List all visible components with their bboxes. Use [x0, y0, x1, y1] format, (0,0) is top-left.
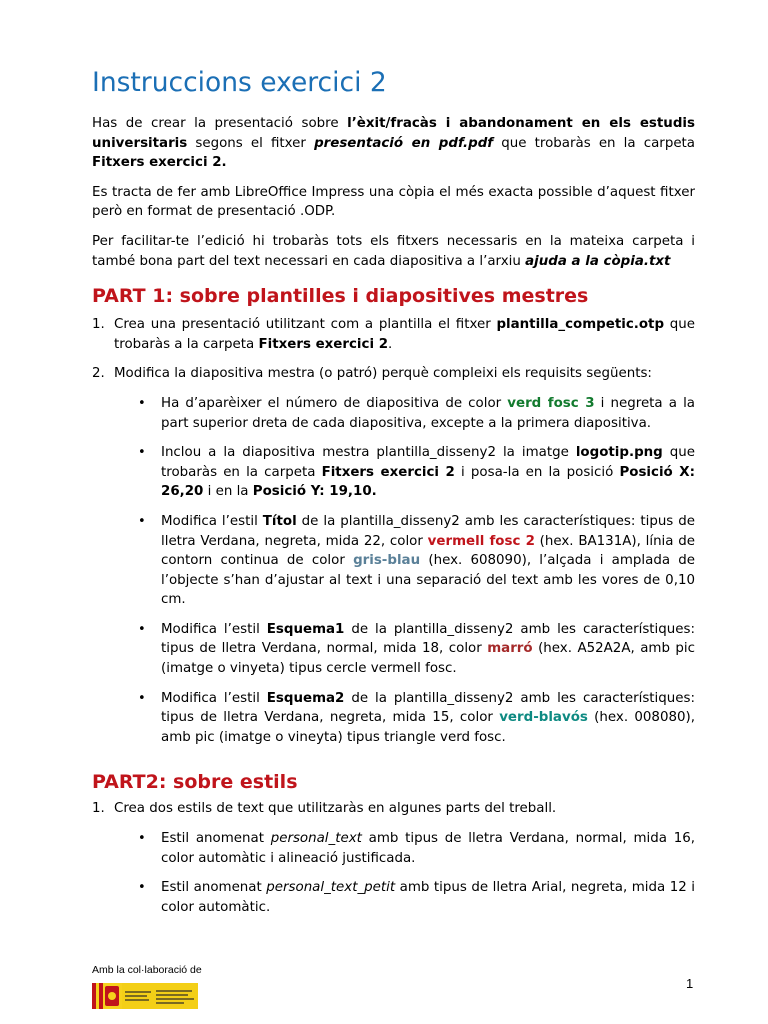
bullet-icon: • [138, 513, 146, 529]
bullet-icon: • [138, 831, 146, 847]
intro-paragraph-1: Has de crear la presentació sobre l’èxit/fracàs i abandonament en els estudis universitaris segons el fitxer presentació en pdf.pdf que trobaràs en la carpeta Fitxers exercici 2. [92, 116, 696, 171]
intro-paragraph-2: Es tracta de fer amb LibreOffice Impress una còpia el més exacta possible d’aquest fitxer però en format de presentació .ODP. [92, 184, 695, 220]
part1-bullet-1: • Ha d’aparèixer el número de diapositiva de color verd fosc 3 i negreta a la part superior dreta de cada diapositiva, excepte a la primera diapositiva. [138, 395, 695, 431]
part1-list-item-1: 1. Crea una presentació utilitzant com a plantilla el fitxer plantilla_competic.otp que trobaràs a la carpeta Fitxers exercici 2. [92, 317, 695, 352]
document-page [92, 66, 695, 927]
part1-bullet-5: • Modifica l’estil Esquema2 de la plantilla_disseny2 amb les característiques: tipus de lletra Verdana, negreta, mida 15, color verd-blavós (hex. 008080), amb pic (imatge o vineyta) tipus triangle verd fosc. [138, 690, 695, 745]
government-of-spain-ministry-logo-icon [92, 983, 198, 1009]
bullet-icon: • [138, 445, 146, 461]
bullet-icon: • [138, 621, 146, 637]
part2-heading: PART2: sobre estils [92, 771, 298, 794]
part1-list-item-2: 2. Modifica la diapositiva mestra (o patró) perquè compleixi els requisits següents: [92, 366, 652, 382]
bullet-icon: • [138, 880, 146, 896]
page-number: 1 [686, 976, 694, 991]
part2-bullet-1: • Estil anomenat personal_text amb tipus de lletra Verdana, normal, mida 16, color automàtic i alineació justificada. [138, 831, 695, 866]
part1-heading: PART 1: sobre plantilles i diapositives mestres [92, 285, 589, 308]
bullet-icon: • [138, 690, 146, 706]
bullet-icon: • [138, 395, 146, 411]
part1-bullet-3: • Modifica l’estil Títol de la plantilla_disseny2 amb les característiques: tipus de lletra Verdana, negreta, mida 22, color vermell fosc 2 (hex. BA131A), línia de contorn continua de color gris-blau (hex. 608090), l’alçada i amplada de l’objecte s’han d’ajustar al text i una separació del text amb les vores de 0,10 cm. [138, 513, 695, 608]
part1-bullet-4: • Modifica l’estil Esquema1 de la plantilla_disseny2 amb les característiques: tipus de lletra Verdana, normal, mida 18, color marró (hex. A52A2A, amb pic (imatge o vinyeta) tipus cercle vermell fosc. [138, 621, 695, 677]
part2-bullet-2: • Estil anomenat personal_text_petit amb tipus de lletra Arial, negreta, mida 12 i color automàtic. [138, 880, 695, 915]
intro-paragraph-3: Per facilitar-te l’edició hi trobaràs tots els fitxers necessaris en la mateixa carpeta i també bona part del text necessari en cada diapositiva a l’arxiu ajuda a la còpia.txt [92, 233, 695, 269]
part1-bullet-2: • Inclou a la diapositiva mestra plantilla_disseny2 la imatge logotip.png que trobaràs en la carpeta Fitxers exercici 2 i posa-la en la posició Posició X: 26,20 i en la Posició Y: 19,10. [138, 445, 695, 500]
page-title: Instruccions exercici 2 [92, 67, 387, 98]
collaboration-label: Amb la col·laboració de [92, 964, 202, 976]
part2-list-item-1: 1. Crea dos estils de text que utilitzaràs en algunes parts del treball. [92, 801, 557, 817]
